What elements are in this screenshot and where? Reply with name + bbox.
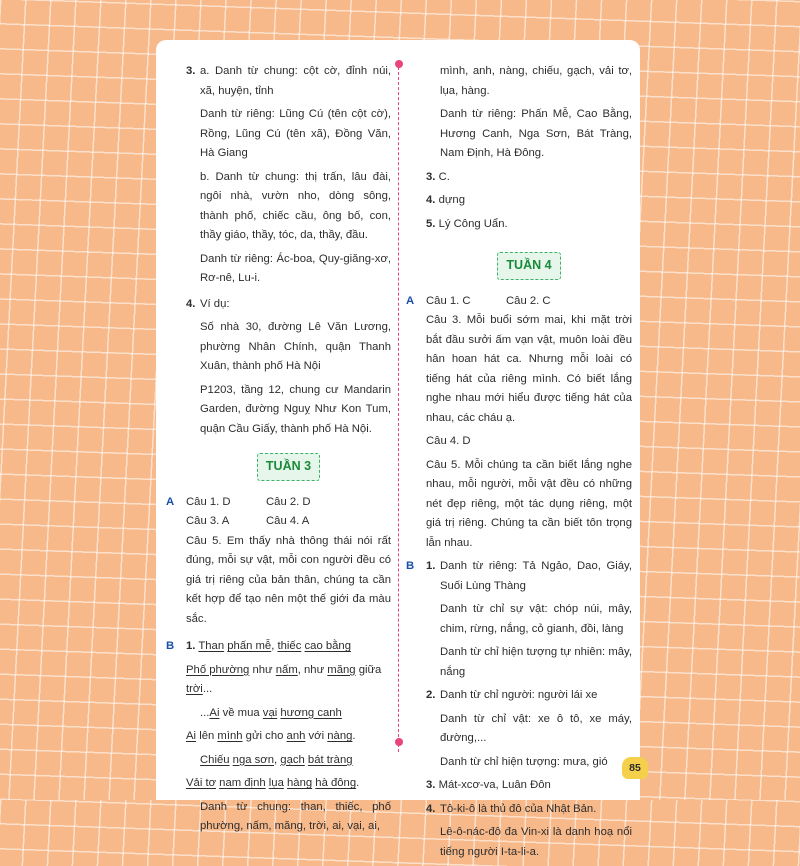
answer-4-line-1: Tô-ki-ô là thủ đô của Nhật Bản. <box>440 802 597 815</box>
phenomenon-nouns: Danh từ chỉ hiện tượng tự nhiên: mây, nắng <box>440 646 632 678</box>
address-example-1: Số nhà 30, đường Lê Văn Lương, phường Nhân Chính, quận Thanh Xuân, thành phố Hà Nội <box>200 321 391 372</box>
underlined-word: hương canh <box>280 706 342 719</box>
underlined-word: bát tràng <box>307 753 353 766</box>
answer-c1: Câu 1. D <box>186 495 231 508</box>
divider-dot-bottom <box>395 738 403 746</box>
poem-text: ... <box>202 683 213 695</box>
section-letter: A <box>166 495 175 508</box>
answer-c2: Câu 2. C <box>506 294 551 307</box>
underlined-word: gạch <box>280 753 305 766</box>
week4-section-b <box>406 557 632 862</box>
underlined-word: trời <box>186 683 203 695</box>
answer-3-text: Mát-xcơ-va, Luân Đôn <box>438 779 551 791</box>
poem-text: như <box>252 663 273 676</box>
phenomenon-nouns: Danh từ chỉ hiện tượng: mưa, gió <box>440 755 608 768</box>
underlined-word: phấn mễ <box>227 640 272 652</box>
underlined-word: Than <box>198 640 225 652</box>
answer-5-text: Lý Công Uẩn. <box>438 217 508 230</box>
underlined-word: nam định <box>219 777 266 789</box>
week3-section-b <box>166 637 391 837</box>
underlined-word: Ai <box>209 706 220 719</box>
answer-number: 4. <box>426 802 436 815</box>
common-nouns-a: a. Danh từ chung: cột cờ, đỉnh núi, xã, huyện, tỉnh <box>200 65 391 97</box>
punctuation: , <box>274 753 278 766</box>
answer-number: 1. <box>426 560 436 572</box>
underlined-word: vại <box>262 706 278 719</box>
answer-number: 1. <box>186 640 196 652</box>
answer-c4: Câu 4. A <box>266 515 310 527</box>
column-divider <box>398 62 399 752</box>
answer-c3: Câu 3. A <box>186 515 230 527</box>
underlined-word: lụa <box>268 777 284 789</box>
proper-nouns: Danh từ riêng: Phấn Mễ, Cao Bằng, Hương Canh, Nga Sơn, Bát Tràng, Nam Định, Hà Đông. <box>440 108 632 159</box>
common-nouns: Danh từ chung: than, thiếc, phố phường, nấm, măng, trời, ai, vại, ai, <box>200 800 391 832</box>
punctuation: , <box>271 640 275 652</box>
underlined-word: Chiếu <box>200 753 230 766</box>
answer-number: 3. <box>426 779 436 791</box>
underlined-word: mình <box>217 730 243 742</box>
object-nouns: Danh từ chỉ sự vật: chóp núi, mây, chim, rừng, nắng, cỏ gianh, đồi, làng <box>440 603 632 635</box>
poem-text: ... <box>200 706 210 719</box>
underlined-word: nàng <box>327 730 353 742</box>
answer-number: 5. <box>426 217 436 230</box>
thing-nouns: Danh từ chỉ vật: xe ô tô, xe máy, đường,... <box>440 712 632 744</box>
underlined-word: Ai <box>186 730 197 742</box>
answer-c3: Câu 3. Mỗi buổi sớm mai, khi mặt trời bắt đầu sưởi ấm vạn vật, muôn loài đều hân hoan hát ca. Nhưng mỗi loài có tiếng hát của riêng mình. Có biết lắng nghe nhau mới hiểu được tiếng hát của nhau, các cháu ạ. <box>426 314 632 424</box>
page-number: 85 <box>622 757 648 779</box>
proper-nouns: Danh từ riêng: Tả Ngảo, Dao, Giáy, Suối Lùng Thàng <box>440 560 632 592</box>
answer-number: 4. <box>426 194 436 206</box>
answer-c5: Câu 5. Em thấy nhà thông thái nói rất đúng, mỗi sự vật, mỗi con người đều có giá trị riêng của bản thân, chúng ta cần kết hợp để tạo nên một thế giới đa màu sắc. <box>186 534 391 625</box>
week3-section-a <box>166 493 391 630</box>
right-column <box>406 62 632 866</box>
answer-c4: Câu 4. D <box>426 435 471 447</box>
answer-c5: Câu 5. Mỗi chúng ta cần biết lắng nghe nhau, mỗi người, mỗi vật đều có những nét đẹp riêng, một tác dụng riêng, một giá trị riêng. Chúng ta cần biết tôn trọng lẫn nhau. <box>426 458 632 549</box>
section-letter: B <box>166 640 175 652</box>
week4-section-a <box>406 292 632 554</box>
poem-text: gửi cho <box>245 730 284 742</box>
answer-4-text: dựng <box>438 194 465 206</box>
example-lead: Ví dụ: <box>200 297 230 310</box>
answer-number: 4. <box>186 297 196 310</box>
poem-text: lên <box>199 730 215 742</box>
week-3-badge: TUẦN 3 <box>257 453 320 481</box>
underlined-word: anh <box>286 730 306 742</box>
underlined-word: thiếc <box>277 640 302 652</box>
answer-3-text: C. <box>438 170 450 183</box>
underlined-word: cao bằng <box>304 640 351 652</box>
poem-text: giữa <box>358 663 382 676</box>
person-nouns: Danh từ chỉ người: người lái xe <box>440 689 598 701</box>
underlined-word: măng <box>327 663 356 676</box>
underlined-word: hàng <box>287 777 313 789</box>
poem-text: về mua <box>222 706 260 719</box>
poem-text: với <box>308 730 325 742</box>
divider-dot-top <box>395 60 403 68</box>
address-example-2: P1203, tầng 12, chung cư Mandarin Garden, đường Nguỵ Như Kon Tum, quận Cầu Giấy, thành phố Hà Nội. <box>200 383 391 435</box>
underlined-word: nga sơn <box>232 753 274 766</box>
common-nouns-continued: mình, anh, nàng, chiếu, gạch, vải tơ, lụa, hàng. <box>440 65 632 97</box>
week-4-badge: TUẦN 4 <box>497 252 560 280</box>
punctuation: . <box>352 730 356 742</box>
answer-number: 3. <box>426 170 436 183</box>
answer-c2: Câu 2. D <box>266 495 311 508</box>
underlined-word: hà đông <box>315 777 357 789</box>
underlined-word: Vải tơ <box>186 777 217 789</box>
common-nouns-b: b. Danh từ chung: thị trấn, lâu đài, ngôi nhà, vườn nho, dòng sông, thành phố, chiếc cầu, ông bố, con, thầy giáo, thầy, tóc, da, thầy, đầu. <box>200 170 391 241</box>
answer-4-line-2: Lê-ô-nác-đô đa Vin-xi là danh hoạ nổi tiếng người I-ta-li-a. <box>440 826 632 858</box>
proper-nouns-a: Danh từ riêng: Lũng Cú (tên cột cờ), Rồng, Lũng Cú (tên xã), Đồng Văn, Hà Giang <box>200 108 391 159</box>
answer-4 <box>186 295 391 315</box>
left-column <box>166 62 391 841</box>
answer-number: 2. <box>426 689 436 701</box>
underlined-word: nấm <box>275 663 298 676</box>
proper-nouns-b: Danh từ riêng: Ác-boa, Quy-giăng-xơ, Rơ-nê, Lu-i. <box>200 252 391 284</box>
answer-number: 3. <box>186 65 196 77</box>
punctuation: . <box>356 777 360 789</box>
answer-c1: Câu 1. C <box>426 294 471 307</box>
underlined-word: Phố phường <box>186 663 250 676</box>
section-letter: B <box>406 560 415 572</box>
section-letter: A <box>406 294 415 307</box>
poem-text: , như <box>297 663 325 676</box>
answer-3 <box>186 62 391 101</box>
